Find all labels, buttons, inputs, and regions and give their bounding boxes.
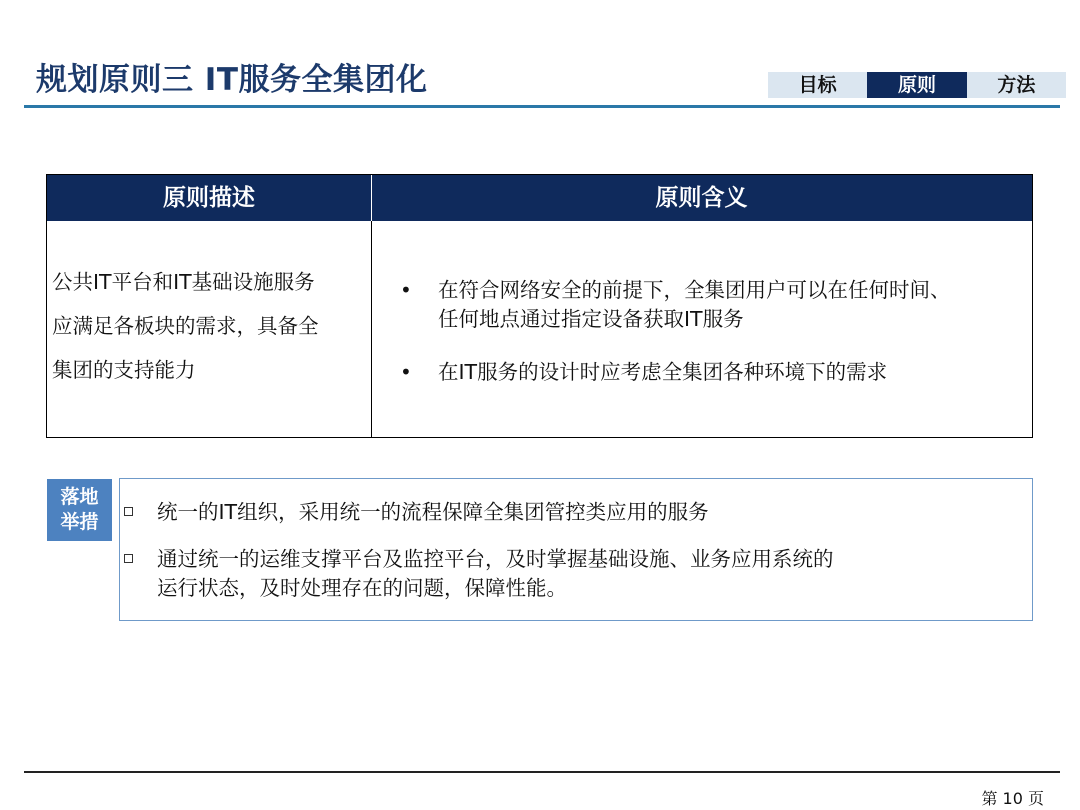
title-divider — [24, 105, 1060, 108]
tab-principle[interactable]: 原则 — [867, 72, 966, 98]
meaning-line: 在IT服务的设计时应考虑全集团各种环境下的需求 — [438, 360, 888, 384]
header-description: 原则描述 — [163, 185, 255, 211]
table-header-row — [47, 175, 1032, 221]
square-bullet-icon — [124, 507, 133, 516]
measure-line: 运行状态，及时处理存在的问题，保障性能。 — [157, 576, 567, 600]
page-number: 第 10 页 — [981, 789, 1044, 808]
principle-description — [52, 260, 364, 392]
measure-line: 统一的IT组织，采用统一的流程保障全集团管控类应用的服务 — [157, 500, 709, 524]
meaning-item — [400, 358, 1030, 387]
tag-line: 落地 — [60, 486, 99, 508]
description-line: 集团的支持能力 — [52, 358, 196, 382]
bullet-icon: • — [400, 360, 412, 384]
measure-line: 通过统一的运维支撑平台及监控平台，及时掌握基础设施、业务应用系统的 — [157, 547, 834, 571]
square-bullet-icon — [124, 554, 133, 563]
measures-tag — [47, 479, 112, 541]
meaning-line: 任何地点通过指定设备获取IT服务 — [438, 307, 744, 331]
tab-goal[interactable]: 目标 — [768, 72, 867, 98]
meaning-item — [400, 276, 1030, 334]
footer-divider — [24, 771, 1060, 773]
page-title: 规划原则三 IT服务全集团化 — [36, 62, 428, 98]
header-meaning: 原则含义 — [655, 185, 748, 211]
description-line: 公共IT平台和IT基础设施服务 — [52, 270, 315, 294]
meaning-line: 在符合网络安全的前提下，全集团用户可以在任何时间、 — [438, 278, 951, 302]
principle-meaning-list — [400, 276, 1030, 387]
description-line: 应满足各板块的需求，具备全 — [52, 314, 319, 338]
bullet-icon: • — [400, 278, 412, 302]
tab-method[interactable]: 方法 — [967, 72, 1066, 98]
tag-line: 举措 — [60, 511, 99, 533]
section-tabs — [768, 72, 1066, 98]
column-divider — [371, 221, 372, 437]
